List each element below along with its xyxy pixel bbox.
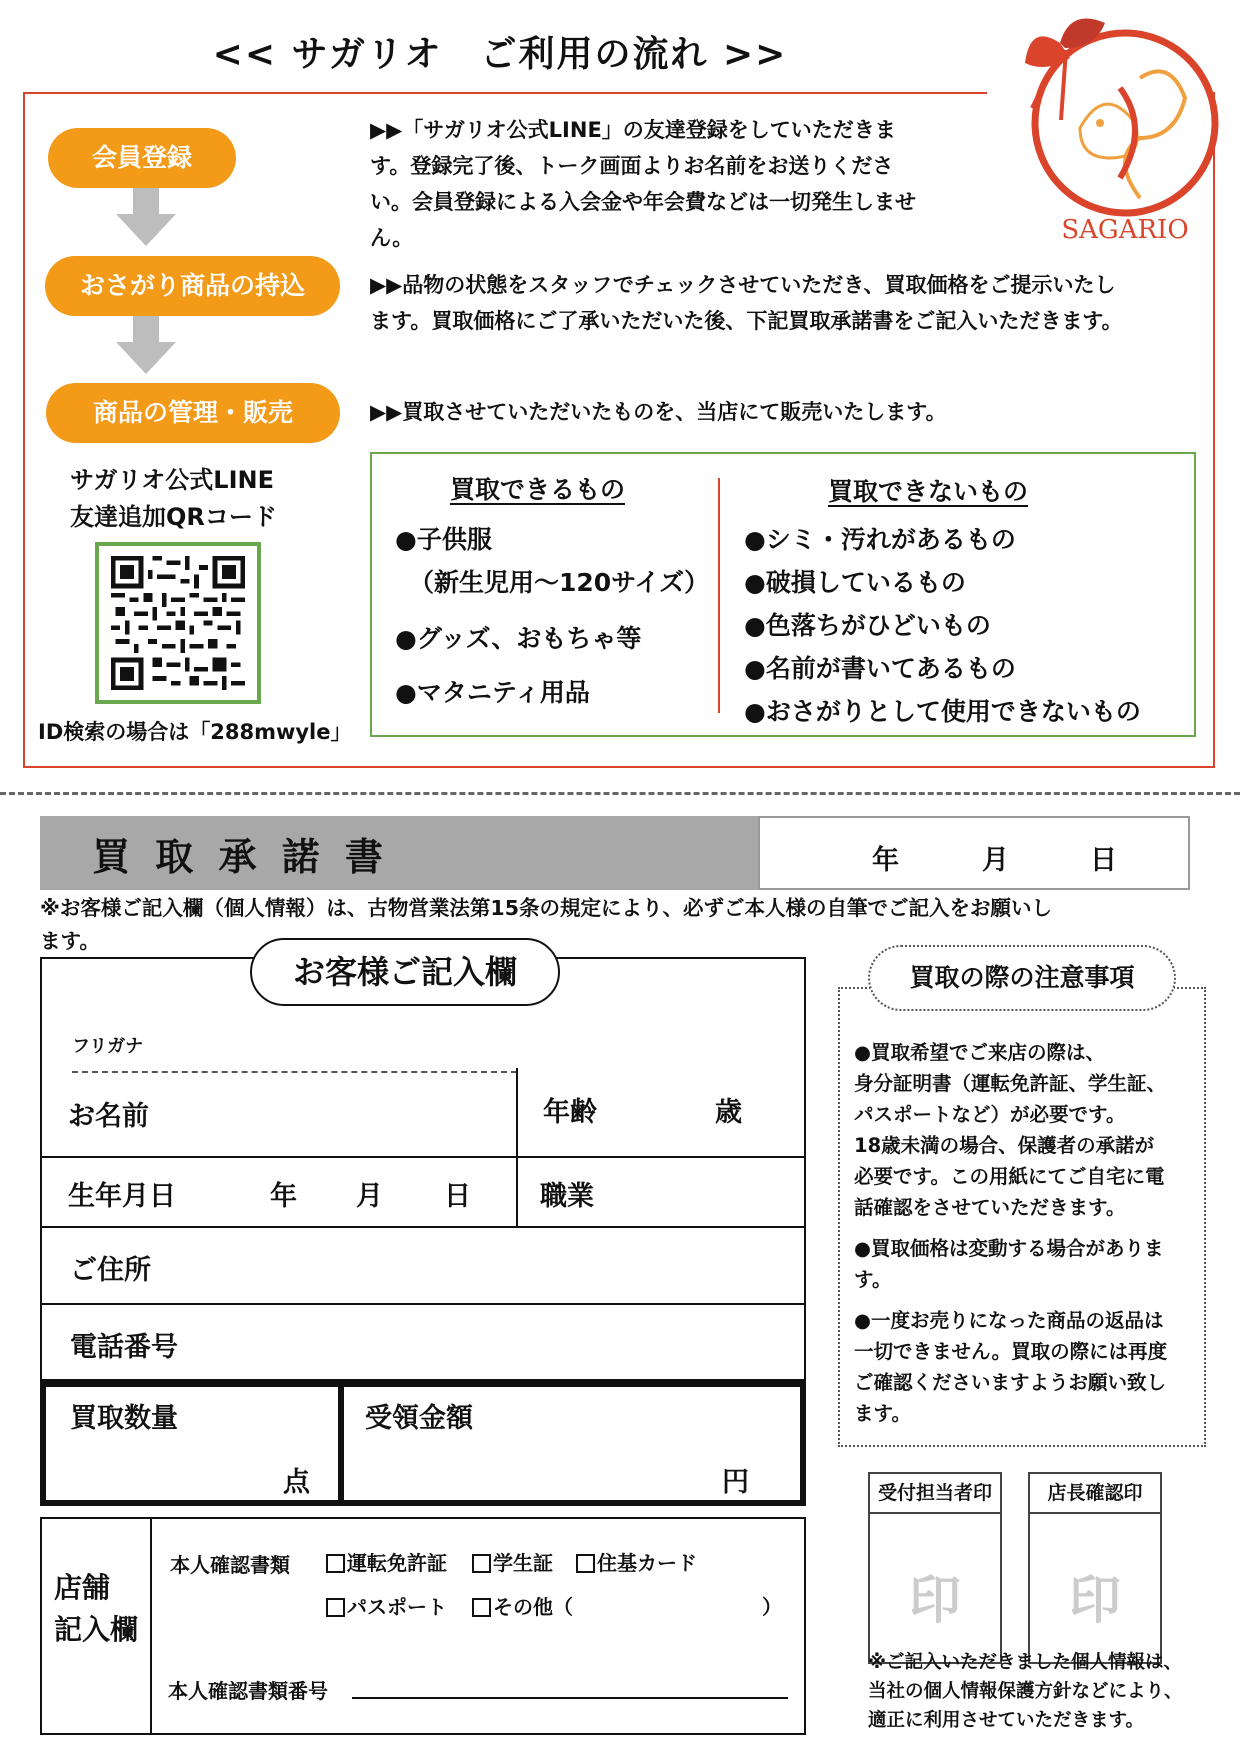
logo-text: SAGARIO (1061, 215, 1189, 245)
phone-label: 電話番号 (70, 1332, 178, 1363)
id-number-label: 本人確認書類番号 (168, 1679, 328, 1703)
caution-heading: 買取の際の注意事項 (868, 945, 1176, 1011)
date-year-label: 年 (872, 845, 899, 876)
other-close-paren: ） (762, 1595, 782, 1619)
accept-heading: 買取できるもの (450, 475, 626, 504)
down-arrow-icon (116, 342, 176, 374)
receiver-stamp-label: 受付担当者印 (870, 1474, 1000, 1514)
qr-code-icon (109, 556, 247, 690)
checkbox-icon (326, 1598, 345, 1617)
privacy-note: ※お客様ご記入欄（個人情報）は、古物営業法第15条の規定により、必ずご本人様の自筆でご記入をお願いし ます。 (40, 896, 1052, 953)
page-title: << サガリオ ご利用の流れ >> (212, 34, 788, 75)
list-item: （新生児用〜120サイズ） (409, 568, 710, 597)
manager-stamp-box[interactable] (1028, 1472, 1162, 1664)
amount-label: 受領金額 (365, 1403, 473, 1434)
list-item: ●マタニティ用品 (395, 678, 590, 707)
occupation-label: 職業 (540, 1181, 594, 1212)
customer-section-heading: お客様ご記入欄 (250, 938, 560, 1006)
accept-list-2 (395, 612, 641, 720)
form-title: 買 取 承 諾 書 (92, 835, 389, 879)
id-number-field[interactable] (352, 1697, 788, 1699)
manager-stamp-label: 店長確認印 (1030, 1474, 1160, 1514)
quantity-unit: 点 (283, 1467, 310, 1498)
birth-month-label: 月 (356, 1181, 383, 1212)
stamp-mark-icon: 印 (1068, 1571, 1121, 1631)
quantity-label: 買取数量 (70, 1403, 178, 1434)
receiver-stamp-box[interactable] (868, 1472, 1002, 1664)
name-age-divider (516, 1068, 518, 1226)
checkbox-resident-card[interactable]: 住基カード (576, 1547, 697, 1576)
list-item: ●色落ちがひどいもの (744, 611, 991, 640)
flow-arrow-1-stem (133, 188, 159, 214)
date-day-label: 日 (1090, 845, 1117, 876)
birth-year-label: 年 (270, 1181, 297, 1212)
list-item: ●名前が書いてあるもの (744, 654, 1016, 683)
row-divider (40, 1156, 806, 1158)
line-id-note: ID検索の場合は「288mwyle」 (38, 720, 352, 744)
furigana-divider (72, 1071, 517, 1073)
reject-heading: 買取できないもの (828, 477, 1029, 506)
step-2-description: ▶▶品物の状態をスタッフでチェックさせていただき、買取価格をご提示いたし ます。買取価格にご了承いただいた後、下記買取承諾書をご記入いただきます。 (370, 273, 1123, 333)
age-label: 年齢 (543, 1097, 597, 1128)
step-manage-sell: 商品の管理・販売 (46, 383, 340, 443)
line-qr-title: サガリオ公式LINE 友達追加QRコード (70, 466, 277, 531)
checkbox-passport[interactable]: パスポート (326, 1591, 447, 1620)
amount-unit: 円 (722, 1467, 749, 1498)
criteria-divider (718, 478, 720, 713)
reject-list (744, 518, 1141, 733)
accept-list (395, 518, 709, 604)
privacy-footer-note: ※ご記入いただきました個人情報は、 当社の個人情報保護方針などにより、 適正に利用させていただきます。 (868, 1652, 1183, 1731)
line-qr-code[interactable] (95, 542, 261, 704)
row-divider (40, 1226, 806, 1228)
date-field[interactable] (758, 816, 1190, 890)
row-divider (40, 1303, 806, 1305)
step-3-description: ▶▶買取させていただいたものを、当店にて販売いたします。 (370, 400, 947, 424)
checkbox-drivers-license[interactable]: 運転免許証 (326, 1547, 447, 1576)
flow-arrow-2-stem (133, 316, 159, 342)
furigana-label: フリガナ (72, 1036, 144, 1057)
stamp-mark-icon: 印 (908, 1571, 961, 1631)
step-member-registration: 会員登録 (48, 128, 236, 188)
checkbox-icon (472, 1554, 491, 1573)
checkbox-icon (326, 1554, 345, 1573)
customer-entry-box (40, 957, 806, 1381)
store-section-label: 店舗 記入欄 (54, 1571, 139, 1646)
store-label-divider (150, 1517, 152, 1735)
list-item: ●シミ・汚れがあるもの (744, 525, 1016, 554)
date-month-label: 月 (982, 845, 1009, 876)
caution-text: ●買取希望でご来店の際は、 身分証明書（運転免許証、学生証、 パスポートなど）が必要です。 18歳未満の場合、保護者の承諾が 必要です。この用紙にてご自宅に電 話確認をさせていただきます。 ●買取価格は変動する場合がありま す。 ●一度お売りになった商品の返品は 一切できません。買取の際には再度 ご確認くださいますようお願い致し ます。 (854, 1041, 1168, 1425)
step-1-description: ▶▶「サガリオ公式LINE」の友達登録をしていただきま す。登録完了後、トーク画面よりお名前をお送りくださ い。会員登録による入会金や年会費などは一切発生しませ ん。 (370, 118, 916, 250)
checkbox-student-id[interactable]: 学生証 (472, 1547, 553, 1576)
name-label: お名前 (68, 1101, 149, 1132)
down-arrow-icon (116, 214, 176, 246)
checkbox-other[interactable]: その他（ (472, 1591, 573, 1620)
checkbox-icon (472, 1598, 491, 1617)
id-docs-label: 本人確認書類 (170, 1553, 290, 1577)
list-item: ●子供服 (395, 525, 492, 554)
checkbox-icon (576, 1554, 595, 1573)
age-unit: 歳 (715, 1097, 742, 1128)
step-bring-items: おさがり商品の持込 (45, 256, 340, 316)
summary-divider (338, 1381, 344, 1506)
birth-day-label: 日 (444, 1181, 471, 1212)
list-item: ●グッズ、おもちゃ等 (395, 624, 642, 653)
cut-line (0, 792, 1240, 795)
birthdate-label: 生年月日 (68, 1181, 176, 1212)
address-label: ご住所 (70, 1255, 151, 1286)
list-item: ●破損しているもの (744, 568, 966, 597)
list-item: ●おさがりとして使用できないもの (744, 697, 1141, 726)
